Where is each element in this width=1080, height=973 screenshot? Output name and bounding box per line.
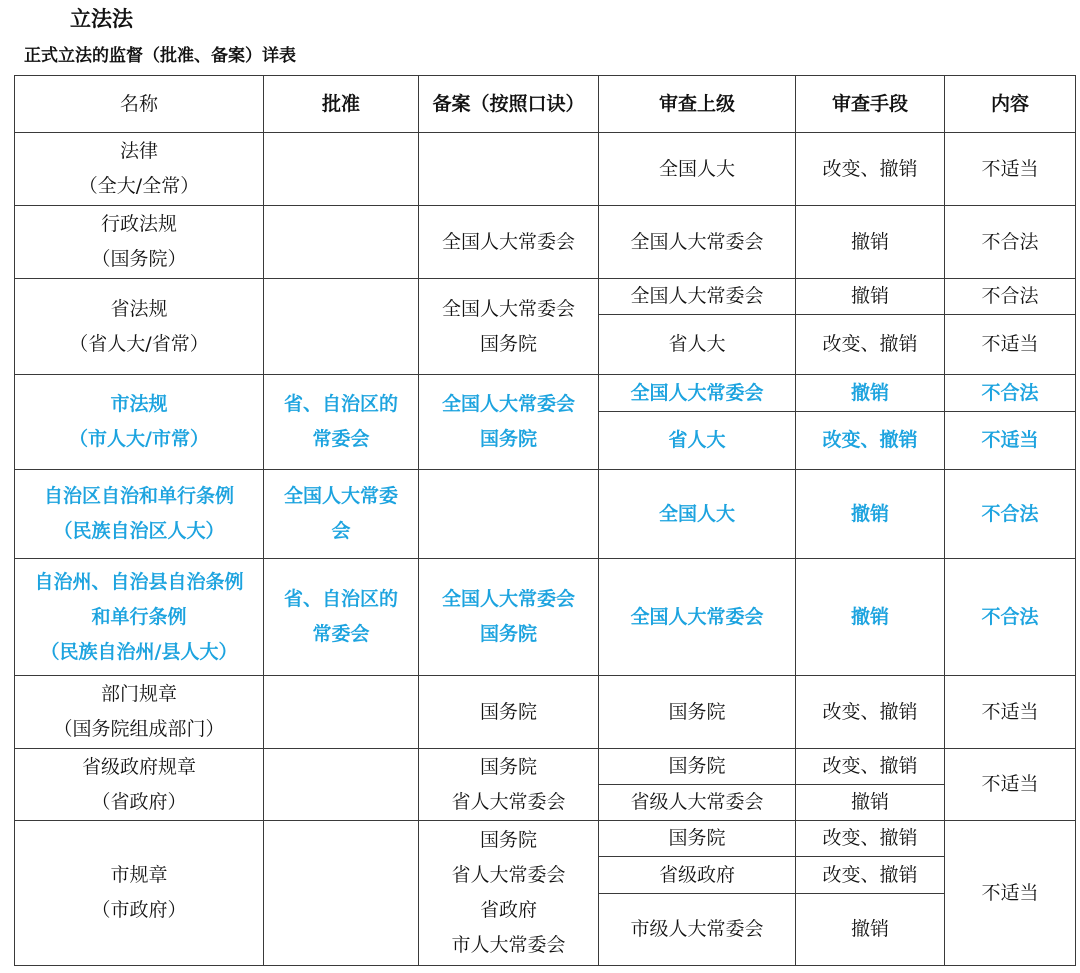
filing-cell — [419, 559, 599, 676]
filing-line: 市人大常委会 — [451, 934, 566, 956]
filing-line: 省人大常委会 — [451, 790, 566, 813]
row-name-line: 自治州、自治县自治条例 — [34, 570, 244, 593]
filing-line: 国务院 — [479, 332, 537, 355]
approval-cell — [264, 279, 419, 375]
approval-cell — [264, 470, 419, 559]
row-name-line: （省政府） — [91, 790, 187, 813]
review-means-cell: 改变、撤销 — [796, 315, 945, 375]
row-name-line: 市规章 — [110, 864, 168, 886]
header-review-means: 审查手段 — [796, 76, 945, 133]
filing-line: 省政府 — [479, 899, 537, 921]
review-superior-cell: 全国人大常委会 — [599, 279, 796, 315]
row-name-line: （省人大/省常） — [69, 332, 209, 355]
review-superior-cell: 国务院 — [599, 749, 796, 785]
filing-line: 国务院 — [479, 428, 537, 450]
filing-cell — [419, 821, 599, 966]
filing-cell — [419, 749, 599, 821]
review-means-cell: 改变、撤销 — [796, 133, 945, 206]
approval-line: 省、自治区的 — [283, 393, 398, 415]
approval-line: 常委会 — [312, 428, 370, 450]
table-row — [15, 133, 1076, 206]
review-superior-cell: 全国人大常委会 — [599, 206, 796, 279]
row-name-cell — [15, 279, 264, 375]
approval-line: 常委会 — [312, 623, 370, 645]
content-cell: 不适当 — [945, 749, 1076, 821]
review-means-cell: 撤销 — [796, 375, 945, 412]
row-name-line: （国务院组成部门） — [53, 718, 225, 740]
review-means-cell: 改变、撤销 — [796, 412, 945, 470]
table-header-row — [15, 76, 1076, 133]
filing-line: 省人大常委会 — [451, 864, 566, 886]
review-superior-cell: 国务院 — [599, 821, 796, 857]
table-row — [15, 206, 1076, 279]
table-row-highlighted — [15, 470, 1076, 559]
content-cell: 不合法 — [945, 206, 1076, 279]
content-cell: 不适当 — [945, 133, 1076, 206]
row-name-cell — [15, 559, 264, 676]
approval-line: 省、自治区的 — [283, 588, 398, 610]
table-row — [15, 821, 1076, 857]
row-name-cell — [15, 821, 264, 966]
review-superior-cell: 全国人大 — [599, 470, 796, 559]
row-name-line: （民族自治区人大） — [53, 520, 225, 542]
row-name-line: （市人大/市常） — [69, 428, 209, 450]
supervision-table — [14, 75, 1076, 966]
table-row — [15, 279, 1076, 315]
content-cell: 不合法 — [945, 559, 1076, 676]
table-row — [15, 676, 1076, 749]
table-subtitle: 正式立法的监督（批准、备案）详表 — [24, 46, 296, 66]
review-superior-cell: 省人大 — [599, 315, 796, 375]
header-approval: 批准 — [264, 76, 419, 133]
review-superior-cell: 全国人大常委会 — [599, 559, 796, 676]
review-means-cell: 撤销 — [796, 785, 945, 821]
table-row-highlighted — [15, 559, 1076, 676]
review-means-cell: 改变、撤销 — [796, 749, 945, 785]
header-name: 名称 — [15, 76, 264, 133]
filing-line: 国务院 — [479, 700, 537, 723]
content-cell: 不适当 — [945, 821, 1076, 966]
approval-cell — [264, 676, 419, 749]
content-cell: 不合法 — [945, 375, 1076, 412]
approval-cell — [264, 749, 419, 821]
header-filing: 备案（按照口诀） — [419, 76, 599, 133]
row-name-cell — [15, 206, 264, 279]
review-superior-cell: 全国人大 — [599, 133, 796, 206]
filing-cell — [419, 279, 599, 375]
approval-cell — [264, 821, 419, 966]
row-name-line: 市法规 — [110, 393, 168, 415]
row-name-line: 和单行条例 — [91, 605, 187, 628]
row-name-line: 法律 — [119, 140, 158, 162]
review-means-cell: 撤销 — [796, 206, 945, 279]
row-name-line: 省法规 — [110, 297, 168, 320]
content-cell: 不适当 — [945, 676, 1076, 749]
row-name-line: （市政府） — [91, 899, 187, 921]
header-content: 内容 — [945, 76, 1076, 133]
filing-line: 国务院 — [479, 755, 537, 778]
content-cell: 不适当 — [945, 315, 1076, 375]
filing-line: 国务院 — [479, 829, 537, 851]
content-cell: 不适当 — [945, 412, 1076, 470]
review-means-cell: 改变、撤销 — [796, 857, 945, 894]
row-name-cell — [15, 375, 264, 470]
filing-line: 全国人大常委会 — [441, 393, 575, 415]
review-means-cell: 撤销 — [796, 894, 945, 966]
content-cell: 不合法 — [945, 279, 1076, 315]
header-review-superior: 审查上级 — [599, 76, 796, 133]
table-row-highlighted — [15, 375, 1076, 412]
filing-line: 国务院 — [479, 623, 537, 645]
page-title: 立法法 — [70, 7, 133, 31]
filing-line: 全国人大常委会 — [441, 230, 575, 253]
row-name-cell — [15, 749, 264, 821]
row-name-line: （国务院） — [91, 248, 187, 270]
approval-cell — [264, 206, 419, 279]
approval-line: 会 — [331, 520, 351, 542]
review-superior-cell: 全国人大常委会 — [599, 375, 796, 412]
filing-cell — [419, 375, 599, 470]
row-name-line: （民族自治州/县人大） — [40, 640, 238, 663]
review-superior-cell: 省级政府 — [599, 857, 796, 894]
approval-cell — [264, 375, 419, 470]
review-means-cell: 改变、撤销 — [796, 676, 945, 749]
approval-cell — [264, 133, 419, 206]
content-cell: 不合法 — [945, 470, 1076, 559]
table-row — [15, 749, 1076, 785]
review-means-cell: 撤销 — [796, 559, 945, 676]
row-name-line: 自治区自治和单行条例 — [43, 485, 234, 507]
row-name-line: 部门规章 — [100, 683, 177, 705]
review-superior-cell: 市级人大常委会 — [599, 894, 796, 966]
approval-line: 全国人大常委 — [283, 485, 398, 507]
review-means-cell: 撤销 — [796, 470, 945, 559]
filing-line: 全国人大常委会 — [441, 588, 575, 610]
review-superior-cell: 省人大 — [599, 412, 796, 470]
filing-cell — [419, 676, 599, 749]
approval-cell — [264, 559, 419, 676]
review-means-cell: 改变、撤销 — [796, 821, 945, 857]
row-name-cell — [15, 470, 264, 559]
review-means-cell: 撤销 — [796, 279, 945, 315]
row-name-line: 行政法规 — [100, 213, 177, 235]
filing-cell — [419, 206, 599, 279]
filing-cell — [419, 133, 599, 206]
filing-line: 全国人大常委会 — [441, 297, 575, 320]
review-superior-cell: 省级人大常委会 — [599, 785, 796, 821]
row-name-cell — [15, 676, 264, 749]
filing-cell — [419, 470, 599, 559]
row-name-line: 省级政府规章 — [81, 755, 196, 778]
review-superior-cell: 国务院 — [599, 676, 796, 749]
row-name-line: （全大/全常） — [78, 175, 200, 197]
row-name-cell — [15, 133, 264, 206]
